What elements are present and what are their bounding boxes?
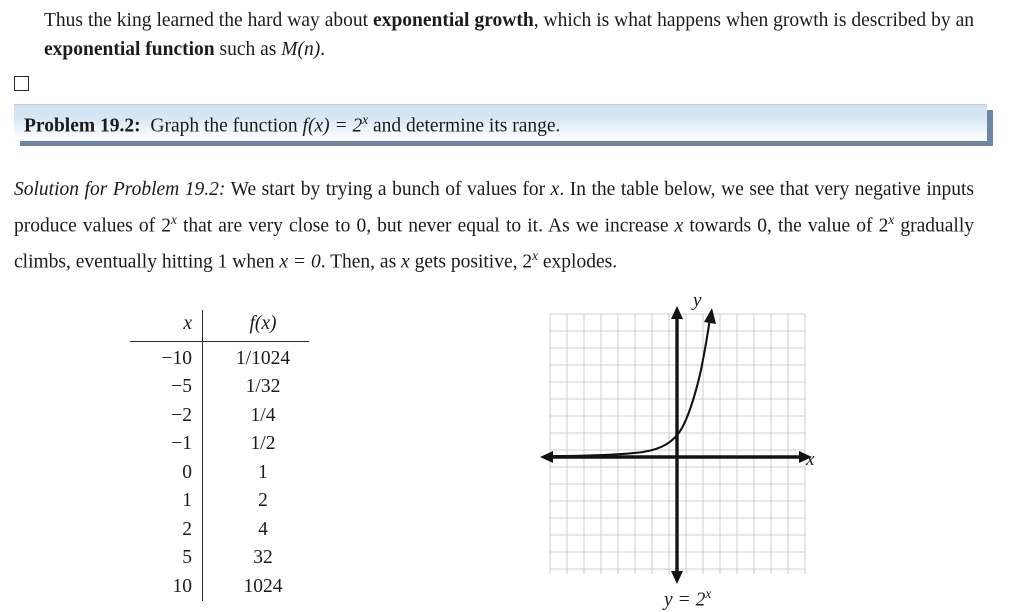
problem-math-fx: f(x) = 2 — [302, 115, 363, 137]
table-row — [130, 341, 309, 373]
problem-text-part2: and determine its range. — [368, 115, 561, 137]
solution-body-6: . Then, as — [320, 251, 402, 272]
solution-var-x-2: x — [674, 215, 684, 236]
graph-caption-text: y = 2 — [664, 589, 706, 611]
cell-x: −1 — [130, 430, 203, 459]
intro-text-part1: Thus the king learned the hard way about — [44, 10, 374, 31]
banner-shadow-bottom — [20, 141, 993, 146]
table-row — [130, 544, 309, 573]
solution-body-4: towards 0, the value of 2 — [683, 215, 889, 236]
exponential-graph — [540, 292, 850, 592]
values-table-body — [130, 341, 309, 601]
values-table-container — [130, 310, 309, 601]
graph-caption-exponent: x — [705, 586, 712, 601]
cell-fx: 32 — [253, 547, 273, 568]
cell-x: 1 — [130, 487, 203, 516]
intro-text-part3: such as — [214, 39, 282, 60]
cell-x: −10 — [130, 341, 203, 373]
solution-body-8: explodes. — [538, 251, 618, 272]
table-row — [130, 487, 309, 516]
cell-fx: 1/1024 — [235, 347, 291, 369]
cell-x: 0 — [130, 459, 203, 488]
table-row — [130, 430, 309, 459]
curve-arrowhead — [704, 308, 716, 324]
cell-fx: 1/4 — [250, 404, 276, 426]
curve-y-equals-2-to-the-x — [546, 318, 710, 456]
table-row — [130, 573, 309, 602]
values-table-head — [130, 310, 309, 341]
problem-text-part1: Graph the function — [150, 115, 303, 137]
x-axis-label: x — [806, 449, 815, 470]
cell-fx: 1/2 — [250, 433, 276, 454]
problem-banner — [14, 104, 987, 141]
intro-text-part2: , which is what happens when growth is described by an — [533, 10, 974, 31]
solution-exponent-1: x — [170, 211, 177, 227]
intro-bold-exponential-growth: exponential growth — [373, 10, 534, 31]
solution-var-x-3: x = 0 — [279, 251, 321, 272]
intro-text-part4: . — [320, 39, 326, 60]
table-row — [130, 373, 309, 402]
table-row — [130, 402, 309, 431]
intro-paragraph — [44, 6, 974, 64]
graph-svg — [540, 292, 850, 592]
cell-fx: 2 — [258, 490, 268, 511]
cell-fx: 4 — [258, 518, 268, 540]
intro-bold-exponential-function: exponential function — [44, 39, 215, 60]
column-header-fx: f(x) — [203, 310, 310, 341]
cell-fx: 1 — [258, 461, 268, 483]
column-header-x: x — [130, 310, 203, 341]
problem-label: Problem 19.2: — [24, 115, 141, 137]
cell-fx: 1/32 — [245, 376, 281, 397]
solution-body-3: that are very close to 0, but never equal to it. As we increase — [176, 215, 675, 236]
problem-statement — [24, 112, 560, 138]
solution-paragraph — [14, 175, 974, 277]
values-table — [130, 310, 309, 601]
solution-body-2: . In the table below, we see that very negative inputs produce values of 2 — [14, 179, 975, 236]
solution-body-1: We start by trying a bunch of values for — [225, 179, 551, 200]
table-row — [130, 459, 309, 488]
cell-x: 2 — [130, 516, 203, 545]
solution-body-5: gradually climbs, eventually hitting 1 when — [14, 215, 974, 272]
solution-label: Solution for Problem 19.2: — [14, 179, 226, 200]
solution-exponent-2: x — [888, 211, 895, 227]
end-of-proof-square — [14, 76, 29, 91]
solution-var-x-4: x — [401, 251, 410, 272]
cell-x: −5 — [130, 373, 203, 402]
problem-exponent-x: x — [362, 112, 369, 127]
graph-axes — [544, 310, 808, 580]
solution-var-x-1: x — [550, 179, 560, 200]
cell-x: 10 — [130, 573, 203, 602]
solution-exponent-3: x — [532, 247, 539, 263]
table-header-row — [130, 310, 309, 341]
solution-body-7: gets positive, 2 — [409, 251, 533, 272]
graph-caption — [664, 586, 711, 612]
y-axis-label: y — [693, 290, 702, 311]
table-row — [130, 516, 309, 545]
cell-x: 5 — [130, 544, 203, 573]
intro-math-mn: M(n) — [281, 39, 321, 60]
cell-fx: 1024 — [243, 575, 283, 597]
cell-x: −2 — [130, 402, 203, 431]
